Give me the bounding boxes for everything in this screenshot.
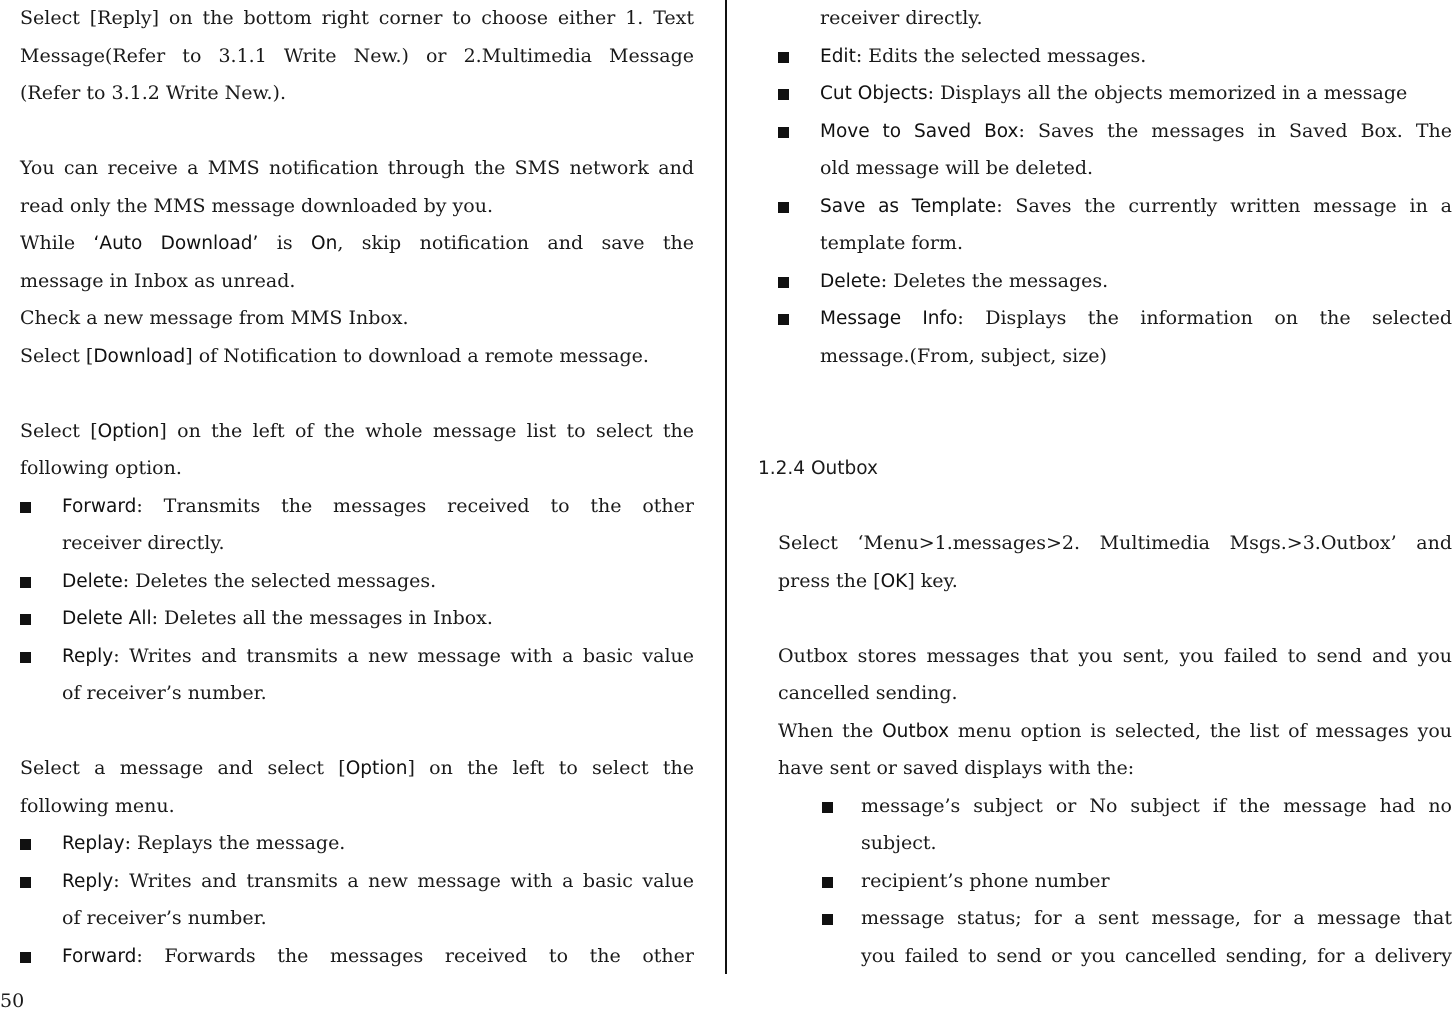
ui-term: Save as Template [820, 195, 997, 217]
ui-term: OK [880, 570, 908, 592]
bullet-icon [822, 802, 833, 813]
ui-term: Replay [62, 833, 125, 854]
paragraph-line: While ‘Auto Download’ is On, skip notification and save the [20, 232, 695, 254]
list-item-continuation: template form. [820, 232, 963, 254]
bullet-icon [20, 577, 31, 588]
bullet-icon [778, 52, 789, 63]
bullet-icon [822, 877, 833, 888]
list-item: Forward: Forwards the messages received to the other [20, 938, 694, 976]
paragraph-line: have sent or saved displays with the: [778, 757, 1135, 779]
list-item-continuation: subject. [861, 832, 937, 854]
bullet-icon [778, 127, 789, 138]
bullet-icon [778, 202, 789, 213]
paragraph-line: Select ‘Menu>1.messages>2. Multimedia Msgs.>3.Outbox’ and [778, 532, 1452, 554]
list-item-continuation: of receiver’s number. [62, 682, 267, 704]
page-number: 50 [0, 990, 25, 1012]
paragraph-line: (Refer to 3.1.2 Write New.). [20, 82, 286, 104]
paragraph-line: When the Outbox menu option is selected, the list of messages you [778, 719, 1452, 742]
ui-term: On [311, 233, 338, 254]
list-item: Forward: Transmits the messages received to the other [20, 488, 694, 526]
right-column [758, 0, 1452, 975]
bullet-icon [778, 314, 789, 325]
list-item: Replay: Replays the message. [20, 825, 694, 863]
list-item-continuation: message.(From, subject, size) [820, 344, 1107, 367]
ui-term: Delete [820, 270, 881, 292]
ui-term: ‘Auto Download’ [93, 233, 259, 254]
list-item: Reply: Writes and transmits a new message with a basic value [20, 863, 694, 901]
paragraph-line: press the [OK] key. [778, 569, 958, 592]
paragraph-line: Message(Refer to 3.1.1 Write New.) or 2.Multimedia Message [20, 44, 694, 67]
section-heading: 1.2.4 Outbox [758, 458, 878, 479]
list-item: Delete All: Deletes all the messages in Inbox. [20, 600, 694, 638]
ui-term: Forward [62, 945, 137, 967]
bullet-icon [20, 502, 31, 513]
left-column [20, 0, 694, 975]
bullet-icon [20, 839, 31, 850]
ui-term: Outbox [882, 720, 950, 742]
ui-term: Option [97, 420, 160, 442]
list-item: Cut Objects: Displays all the objects memorized in a message [758, 75, 1452, 113]
ui-term: Option [345, 758, 408, 779]
ui-term: Reply [62, 870, 114, 892]
list-item: Move to Saved Box: Saves the messages in Saved Box. The [758, 113, 1452, 151]
paragraph-line: Select [Option] on the left of the whole message list to select the [20, 419, 695, 442]
paragraph-line: Select a message and select [Option] on the left to select the [20, 757, 694, 779]
paragraph-line: message in Inbox as unread. [20, 269, 296, 292]
ui-term: Message Info [820, 308, 958, 329]
ui-term: Delete All [62, 608, 152, 629]
sublist-item: recipient’s phone number [758, 863, 1452, 901]
list-item: Message Info: Displays the information on the selected [758, 300, 1452, 338]
sublist-item: message status; for a sent message, for a message that [758, 900, 1452, 938]
paragraph-line: read only the MMS message downloaded by you. [20, 194, 493, 217]
bullet-icon [20, 877, 31, 888]
paragraph-line: Outbox stores messages that you sent, you failed to send and you [778, 644, 1452, 667]
bullet-icon [20, 614, 31, 625]
sublist-item: message’s subject or No subject if the message had no [758, 788, 1452, 826]
list-item-continuation: receiver directly. [820, 7, 983, 29]
list-item-continuation: receiver directly. [62, 532, 225, 554]
list-item-continuation: of receiver’s number. [62, 907, 267, 929]
paragraph-line: following option. [20, 457, 182, 479]
column-divider [725, 0, 727, 974]
list-item: Delete: Deletes the selected messages. [20, 563, 694, 601]
paragraph-line: Select [Download] of Notification to download a remote message. [20, 344, 649, 367]
list-item: Reply: Writes and transmits a new message with a basic value [20, 638, 694, 676]
list-item: Save as Template: Saves the currently written message in a [758, 188, 1452, 226]
ui-term: Reply [62, 645, 114, 667]
paragraph-line: cancelled sending. [778, 682, 958, 704]
paragraph-line: following menu. [20, 794, 175, 817]
bullet-icon [20, 652, 31, 663]
bullet-icon [20, 952, 31, 963]
bullet-icon [778, 277, 789, 288]
ui-term: Download [93, 345, 186, 367]
ui-term: Edit [820, 45, 856, 67]
list-item: Delete: Deletes the messages. [758, 263, 1452, 301]
ui-term: Forward [62, 495, 137, 517]
ui-term: Cut Objects [820, 83, 928, 104]
list-item-continuation: you failed to send or you cancelled sending, for a delivery [861, 944, 1452, 967]
paragraph-line: Select [Reply] on the bottom right corner to choose either 1. Text [20, 7, 694, 29]
paragraph-line: Check a new message from MMS Inbox. [20, 307, 409, 329]
list-item: Edit: Edits the selected messages. [758, 38, 1452, 76]
list-item-continuation: old message will be deleted. [820, 157, 1094, 179]
bullet-icon [822, 914, 833, 925]
paragraph-line: You can receive a MMS notification through the SMS network and [20, 157, 694, 179]
bullet-icon [778, 89, 789, 100]
ui-term: Move to Saved Box [820, 120, 1019, 142]
ui-term: Delete [62, 570, 123, 592]
